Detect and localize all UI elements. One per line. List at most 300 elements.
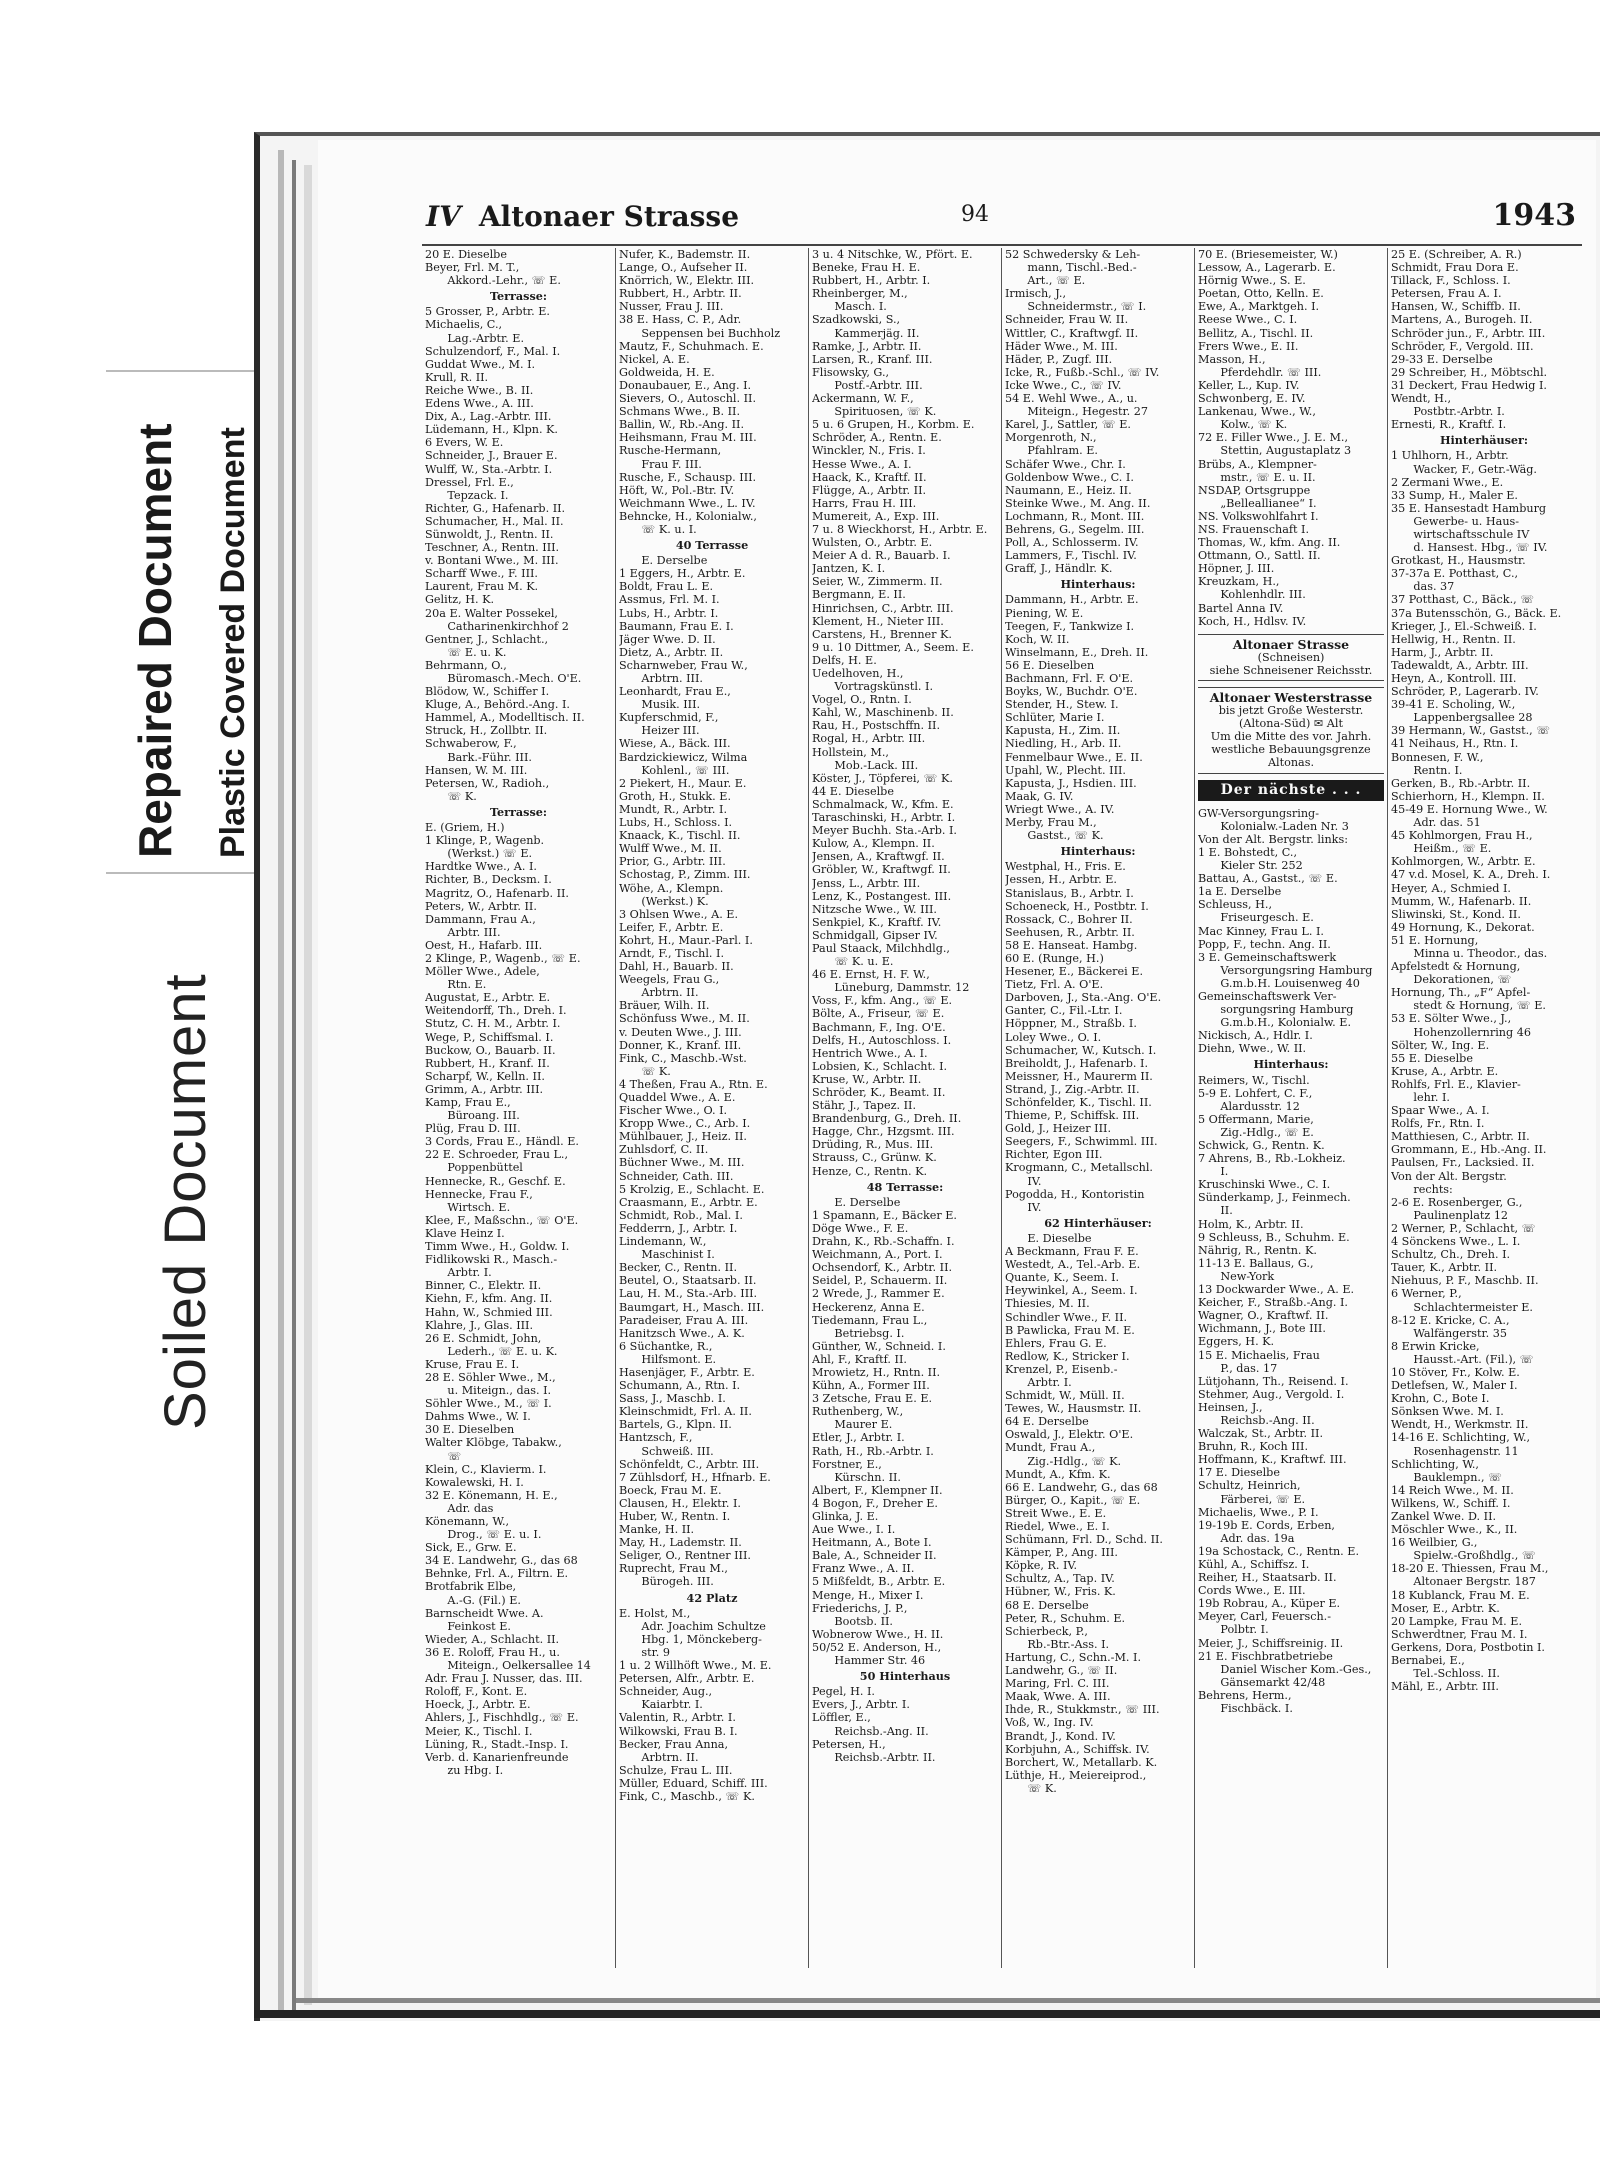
resident-entry: 5 Mißfeldt, B., Arbtr. E. [812,1575,946,1589]
resident-entry: 5 u. 6 Grupen, H., Korbm. E. [812,418,975,432]
resident-entry: Rheinberger, M., [812,287,908,301]
resident-entry: v. Deuten Wwe., J. III. [619,1025,742,1039]
resident-entry: Prior, G., Arbtr. III. [619,855,726,869]
resident-entry: E. Derselbe [812,1195,901,1209]
resident-entry: Guddat Wwe., M. I. [425,357,536,371]
resident-entry: Reichsb.-Ang. II. [1198,1413,1315,1427]
resident-entry: Kohlenl., ☏ III. [619,763,730,777]
resident-entry: mann, Tischl.-Bed.- [1005,261,1137,275]
resident-entry: Darboven, J., Sta.-Ang. O'E. [1005,991,1162,1005]
resident-entry: Thomas, W., kfm. Ang. II. [1198,536,1341,550]
resident-entry: Schönfuss Wwe., M. II. [619,1012,750,1026]
resident-entry: Maak, Wwe. A. III. [1005,1690,1111,1704]
resident-entry: Glinka, J. E. [812,1510,879,1523]
resident-entry: Schümann, Frl. D., Schd. II. [1005,1533,1163,1547]
resident-entry: Müller, Eduard, Schiff. III. [619,1776,768,1790]
resident-entry: Scharpf, W., Kelln. II. [425,1069,545,1083]
resident-entry: Kammerjäg. II. [812,326,920,340]
resident-entry: Winselmann, E., Dreh. II. [1005,645,1149,659]
resident-entry: ☏ [425,1449,462,1463]
resident-entry: Jenss, L., Arbtr. III. [812,876,921,890]
listing-column [615,248,808,1968]
resident-entry: Ottmann, O., Sattl. II. [1198,549,1321,563]
resident-entry: Dahl, H., Bauarb. II. [619,960,734,974]
resident-entry: Leonhardt, Frau E., [619,685,731,699]
resident-entry: Wege, P., Schiffsmal. I. [425,1030,554,1044]
resident-entry: Nusser, Frau J. III. [619,300,724,314]
resident-entry: Schröder, F., Vergold. III. [1391,339,1534,353]
resident-entry: Lochmann, R., Mont. III. [1005,509,1145,523]
resident-entry: 28 E. Söhler Wwe., M., [425,1370,556,1384]
resident-entry: Lindemann, W., [619,1235,707,1249]
resident-entry: Schultz, Ch., Dreh. I. [1391,1248,1511,1262]
resident-entry: (Werkst.) ☏ E. [425,847,533,861]
resident-entry: Lappenbergsallee 28 [1391,711,1533,725]
resident-entry: Dekorationen, ☏ [1391,973,1512,987]
resident-entry: 37a Butensschön, G., Bäck. E. [1391,606,1562,620]
resident-entry: Hardtke Wwe., A. I. [425,860,537,874]
resident-entry: 70 E. (Briesemeister, W.) [1198,248,1338,261]
resident-entry: Hansen, W., Schiffb. II. [1391,300,1521,314]
resident-entry: Mumereit, A., Exp. III. [812,509,940,523]
resident-entry: 21 E. Fischbratbetriebe [1198,1649,1333,1663]
resident-entry: Poppenbüttel [425,1161,523,1175]
resident-entry: Rb.-Btr.-Ass. I. [1005,1637,1110,1651]
resident-entry: Lüning, R., Stadt.-Insp. I. [425,1737,569,1751]
resident-entry: Schlichting, W., [1391,1457,1479,1471]
resident-entry: Schwonberg, E. IV. [1198,392,1306,406]
resident-entry: Lüdemann, H., Klpn. K. [425,423,558,437]
resident-entry: 6 Süchantke, R., [619,1339,713,1353]
resident-entry: Polbtr. I. [1198,1623,1269,1637]
resident-entry: 22 E. Schroeder, Frau L., [425,1148,569,1162]
resident-entry: 29 Schreiber, H., Möbtschl. [1391,365,1548,379]
resident-entry: Miteign., Oelkersallee 14 [425,1659,591,1673]
resident-entry: Söhler Wwe., M., ☏ I. [425,1397,552,1411]
resident-entry: Wendt, H., Werkmstr. II. [1391,1418,1529,1432]
resident-entry: Buckow, O., Bauarb. II. [425,1043,556,1057]
resident-entry: Meyer Buchh. Sta.-Arb. I. [812,824,957,838]
resident-entry: Bauklempn., ☏ [1391,1470,1503,1484]
resident-entry: Büromasch.-Mech. O'E. [425,672,582,685]
resident-entry: Stähr, J., Tapez. II. [812,1099,916,1113]
resident-entry: Szadkowski, S., [812,313,901,327]
resident-entry: 56 E. Dieselben [1005,658,1095,672]
resident-entry: Von der Alt. Bergstr. [1391,1169,1507,1183]
resident-entry: Baumann, Frau E. I. [619,619,734,633]
resident-entry: Kropp Wwe., C., Arb. I. [619,1117,751,1131]
resident-entry: Bachmann, F., Ing. O'E. [812,1020,946,1034]
resident-entry: Sünwoldt, J., Rentn. II. [425,527,554,541]
resident-entry: Arbtr. III. [425,925,501,939]
resident-entry: Michaelis, Wwe., P. I. [1198,1505,1319,1519]
resident-entry: Rossack, C., Bohrer II. [1005,912,1133,926]
resident-entry: 11-13 E. Ballaus, G., [1198,1256,1314,1270]
resident-entry: Gänsemarkt 42/48 [1198,1675,1326,1689]
resident-entry: Becker, Frau Anna, [619,1737,728,1751]
resident-entry: Gerken, B., Rb.-Arbtr. II. [1391,776,1531,790]
resident-entry: Spielw.-Großhdlg., ☏ [1391,1549,1536,1563]
resident-entry: Adr. Frau J. Nusser, das. III. [425,1672,583,1686]
resident-entry: NSDAP, Ortsgruppe [1198,483,1311,497]
resident-entry: Drahn, K., Rb.-Schaffn. I. [812,1235,955,1249]
resident-entry: Hilfsmont. E. [619,1352,717,1366]
resident-entry: Fischbäck. I. [1198,1702,1293,1716]
resident-entry: Thieme, P., Schiffsk. III. [1005,1109,1140,1123]
resident-entry: Weegels, Frau G., [619,973,720,987]
resident-entry: Michaelis, C., [425,318,503,332]
section-subheading: Hinterhaus: [1060,845,1136,859]
resident-entry: Riedel, Wwe., E. I. [1005,1520,1110,1533]
resident-entry: 4 Bogon, F., Dreher E. [812,1496,938,1510]
resident-entry: E. Derselbe [619,554,708,568]
resident-entry: Fenmelbaur Wwe., E. II. [1005,750,1143,764]
resident-entry: Quante, K., Seem. I. [1005,1271,1120,1285]
resident-entry: Bölte, A., Friseur, ☏ E. [812,1007,945,1021]
resident-entry: Wieder, A., Schlacht. II. [425,1632,560,1646]
resident-entry: 2-6 E. Rosenberger, G., [1391,1195,1523,1209]
resident-entry: Büchner Wwe., M. III. [619,1156,745,1170]
resident-entry: Betriebsg. I. [812,1326,905,1340]
resident-entry: ☏ K. u. I. [619,522,697,536]
resident-entry: Taraschinski, H., Arbtr. I. [812,811,956,825]
resident-entry: Dammann, Frau A., [425,912,536,926]
resident-entry: Kruse, Frau E. I. [425,1357,520,1371]
resident-entry: lehr. I. [1391,1091,1450,1104]
resident-entry: Köster, J., Töpferei, ☏ K. [812,771,953,785]
resident-entry: Ewe, A., Marktgeh. I. [1198,300,1320,314]
resident-entry: Heizer III. [619,724,700,738]
resident-entry: Rolfs, Fr., Rtn. I. [1391,1117,1485,1131]
resident-entry: 55 E. Dieselbe [1391,1051,1473,1065]
resident-entry: Strand, J., Zig.-Arbtr. II. [1005,1082,1140,1096]
resident-entry: 2 Piekert, H., Maur. E. [619,776,747,790]
resident-entry: 64 E. Derselbe [1005,1415,1089,1429]
resident-entry: Borchert, W., Metallarb. K. [1005,1755,1158,1769]
resident-entry: Lüneburg, Dammstr. 12 [812,981,970,995]
resident-entry: Wilkowski, Frau B. I. [619,1724,738,1738]
resident-entry: Harm, J., Arbtr. II. [1391,645,1494,659]
resident-entry: Kühl, A., Schiffsz. I. [1198,1558,1310,1571]
page-edge [278,150,284,2010]
resident-entry: Adr. das [425,1501,494,1515]
resident-entry: (Werkst.) K. [619,894,709,908]
resident-entry: Lubs, H., Schloss. I. [619,816,733,830]
resident-entry: Hantzsch, F., [619,1431,693,1445]
section-subheading: 40 Terrasse [675,539,749,553]
resident-entry: Musik. III. [619,698,701,712]
box-line: bis jetzt Große Westerstr. [1218,704,1364,718]
resident-entry: Teegen, F., Tankwize I. [1005,619,1135,633]
section-roman-numeral: IV [426,200,461,233]
resident-entry: Wilkens, W., Schiff. I. [1391,1496,1511,1510]
resident-entry: Behrens, Herm., [1198,1688,1292,1702]
resident-entry: 68 E. Derselbe [1005,1598,1089,1612]
resident-entry: Weichmann Wwe., L. IV. [619,496,756,510]
resident-entry: Maring, Frl. C. III. [1005,1677,1110,1691]
resident-entry: Battau, A., Gastst., ☏ E. [1198,872,1338,886]
resident-entry: Krull, R. II. [425,370,489,384]
resident-entry: Schönfelder, K., Tischl. II. [1005,1096,1152,1109]
resident-entry: Schwick, G., Rentn. K. [1198,1139,1325,1152]
resident-entry: Krogmann, C., Metallschl. [1005,1161,1153,1175]
resident-entry: Streit Wwe., E. E. [1005,1506,1107,1520]
resident-entry: Augustat, E., Arbtr. E. [425,991,551,1005]
resident-entry: Seliger, O., Rentner III. [619,1549,751,1563]
resident-entry: Verb. d. Kanarienfreunde [425,1750,569,1764]
resident-entry: 36 E. Roloff, Frau H., u. [425,1645,560,1659]
resident-entry: Zig.-Hdlg., ☏ K. [1005,1454,1122,1468]
resident-entry: Postbtr.-Arbtr. I. [1391,405,1505,419]
resident-entry: 15 E. Michaelis, Frau [1198,1348,1320,1362]
resident-entry: 2 Klinge, P., Wagenb., ☏ E. [425,951,581,965]
resident-entry: Detlefsen, W., Maler I. [1391,1379,1518,1393]
resident-entry: 1 E. Bohstedt, C., [1198,845,1298,859]
resident-entry: Klein, C., Klavierm. I. [425,1462,547,1476]
resident-entry: Rtn. E. [425,978,487,992]
resident-entry: 19b Robrau, A., Küper E. [1198,1597,1341,1611]
resident-entry: Schröder jun., F., Arbtr. III. [1391,326,1546,340]
resident-entry: Bardzickiewicz, Wilma [619,750,748,764]
resident-entry: Wendt, H., [1391,392,1452,406]
resident-entry: Lange, O., Aufseher II. [619,261,748,275]
resident-entry: 37-37a E. Potthast, C., [1391,567,1519,581]
resident-entry: Strauss, C., Grünw. K. [812,1151,937,1165]
resident-entry: 20 Lampke, Frau M. E. [1391,1614,1523,1628]
resident-entry: Heywinkel, A., Seem. I. [1005,1284,1138,1298]
page-number: 94 [961,202,989,227]
resident-entry: u. Miteign., das. I. [425,1384,552,1398]
resident-entry: Icke Wwe., C., ☏ IV. [1005,378,1122,392]
resident-entry: Richter, B., Decksm. I. [425,873,552,887]
resident-entry: Adr. das. 19a [1198,1531,1295,1545]
resident-entry: Pfahlram. E. [1005,444,1098,458]
resident-entry: Lag.-Arbtr. E. [425,331,525,345]
resident-entry: Paulinenplatz 12 [1391,1208,1509,1222]
resident-entry: Poll, A., Schlosserm. IV. [1005,536,1139,550]
resident-entry: G.m.b.H. Louisenweg 40 [1198,976,1360,990]
resident-entry: Schumann, A., Rtn. I. [619,1379,741,1393]
resident-entry: Binner, C., Elektr. II. [425,1279,542,1293]
section-subheading: Terrasse: [489,805,548,819]
resident-entry: Günther, W., Schneid. I. [812,1339,946,1353]
resident-entry: 53 E. Sölter Wwe., J., [1391,1012,1512,1026]
resident-entry: Knaack, K., Tischl. II. [619,829,741,843]
box-line: Um die Mitte des vor. Jahrh. [1210,730,1372,744]
resident-entry: v. Bontani Wwe., M. III. [425,554,559,568]
resident-entry: Wulff Wwe., M. II. [619,842,722,856]
resident-entry: Upahl, W., Plecht. III. [1005,763,1126,777]
resident-entry: Wobnerow Wwe., H. II. [812,1627,944,1641]
resident-entry: Krieger, J., El.-Schweiß. I. [1391,619,1537,633]
resident-entry: Schröder, P., Lagerarb. IV. [1391,685,1539,699]
resident-entry: Redlow, K., Stricker I. [1005,1349,1130,1363]
resident-entry: Miteign., Hegestr. 27 [1005,405,1148,419]
resident-entry: Zig.-Hdlg., ☏ E. [1198,1125,1314,1139]
resident-entry: Steinke Wwe., M. Ang. II. [1005,496,1151,510]
resident-entry: Rentn. I. [1391,763,1463,777]
resident-entry: Vortragskünstl. I. [812,680,934,694]
resident-entry: Behnke, Frl. A., Filtrn. E. [425,1567,569,1581]
resident-entry: Brandenburg, G., Dreh. II. [812,1112,962,1126]
resident-entry: Naumann, E., Heiz. II. [1005,483,1132,497]
street-reference-box [1198,687,1384,774]
resident-entry: Paulsen, Fr., Lacksied. II. [1391,1156,1535,1170]
resident-entry: Bürogeh. III. [619,1575,714,1589]
resident-entry: Schäfer Wwe., Chr. I. [1005,457,1126,471]
resident-entry: Reichsb.-Arbtr. II. [812,1750,936,1764]
resident-entry: Edens Wwe., A. III. [425,397,534,411]
listing-column [422,248,615,1968]
resident-entry: P., das. 17 [1198,1361,1278,1375]
resident-entry: A Beckmann, Frau F. E. [1005,1245,1139,1259]
resident-entry: Wacker, F., Getr.-Wäg. [1391,462,1537,476]
resident-entry: Frau F. III. [619,457,702,471]
resident-entry: Landwehr, G., ☏ II. [1005,1664,1118,1678]
resident-entry: Art., ☏ E. [1005,274,1086,288]
listing-column [1387,248,1580,1968]
resident-entry: Franz Wwe., A. II. [812,1562,915,1576]
resident-entry: NS. Volkswohlfahrt I. [1198,509,1319,523]
resident-entry: Schierbeck, P., [1005,1624,1088,1638]
resident-entry: Schmidgall, Gipser IV. [812,928,938,942]
resident-entry: Lenz, K., Postangest. III. [812,889,952,903]
resident-entry: Gelitz, H. K. [425,593,494,607]
resident-entry: Loley Wwe., O. I. [1005,1030,1102,1044]
resident-entry: Dix, A., Lag.-Arbtr. III. [425,410,552,424]
resident-entry: 6 Werner, P., [1391,1287,1462,1301]
resident-entry: Ackermann, W. F., [812,392,914,406]
resident-entry: Höft, W., Pol.-Btr. IV. [619,483,735,497]
resident-entry: Brandt, J., Kond. IV. [1005,1729,1116,1743]
resident-entry: Koch, W. II. [1005,632,1070,646]
resident-entry: Döge Wwe., F. E. [812,1221,909,1235]
resident-entry: Kohlmorgen, W., Arbtr. E. [1391,855,1536,869]
resident-entry: Löffler, E., [812,1711,871,1725]
resident-entry: Struck, H., Zollbtr. II. [425,724,548,738]
resident-entry: Delfs, H. E. [812,653,877,667]
resident-entry: Flisowsky, G., [812,365,890,379]
resident-entry: Seppensen bei Buchholz [619,326,781,340]
resident-entry: Walczak, St., Arbtr. II. [1198,1427,1324,1441]
resident-entry: 51 E. Hornung, [1391,933,1479,947]
resident-entry: Hahn, W., Schmied III. [425,1305,553,1319]
resident-entry: Walter Klöbge, Tabakw., [425,1436,562,1450]
resident-entry: Adr. Joachim Schultze [619,1619,766,1633]
resident-entry: Tiedemann, Frau L., [812,1313,928,1327]
resident-entry: Morgenroth, N., [1005,431,1097,445]
resident-entry: Kulow, A., Klempn. II. [812,837,935,851]
box-line: westliche Bebauungsgrenze [1211,743,1371,757]
resident-entry: Stutz, C. H. M., Arbtr. I. [425,1017,561,1031]
box-line: (Altona-Süd) ✉ Alt [1239,717,1343,731]
resident-entry: Wulsten, O., Arbtr. E. [812,536,933,550]
resident-entry: Schönfeldt, C., Arbtr. III. [619,1457,760,1471]
resident-entry: Klave Heinz I. [425,1226,505,1240]
resident-entry: Gentner, J., Schlacht., [425,632,549,646]
resident-entry: Feinkost E. [425,1619,511,1633]
resident-entry: Menge, H., Mixer I. [812,1588,924,1602]
resident-entry: Brotfabrik Elbe, [425,1580,517,1594]
resident-entry: Rath, H., Rb.-Arbtr. I. [812,1444,934,1458]
resident-entry: Kiehn, F., kfm. Ang. II. [425,1292,553,1306]
resident-entry: Wagner, O., Kraftwf. II. [1198,1309,1329,1323]
resident-entry: ☏ K. u. E. [812,955,894,969]
resident-entry: mstr., ☏ E. u. II. [1198,470,1316,484]
resident-entry: Niedling, H., Arb. II. [1005,737,1122,751]
resident-entry: Rubbert, H., Arbtr. II. [619,287,742,301]
resident-entry: Leifer, F., Arbtr. E. [619,920,724,934]
resident-entry: Peters, W., Arbtr. II. [425,899,537,913]
resident-entry: Ruprecht, Frau M., [619,1562,728,1576]
resident-entry: Krohn, C., Bote I. [1391,1392,1490,1406]
resident-entry: Kohrt, H., Maur.-Parl. I. [619,933,753,947]
resident-entry: Seidel, P., Schauerm. II. [812,1274,948,1288]
resident-entry: Jantzen, K. I. [812,562,886,576]
resident-entry: Meier A d. R., Bauarb. I. [812,549,951,563]
resident-entry: Flügge, A., Arbtr. II. [812,483,927,497]
resident-entry: Aue Wwe., I. I. [812,1523,896,1537]
resident-entry: Tillack, F., Schloss. I. [1391,274,1511,288]
resident-entry: Ahl, F., Kraftf. II. [812,1352,907,1366]
resident-entry: Huber, W., Rentn. I. [619,1510,731,1523]
resident-entry: Jensen, A., Kraftwgf. II. [812,850,945,864]
resident-entry: Hellwig, H., Rentn. II. [1391,632,1516,646]
resident-entry: Dietz, A., Arbtr. II. [619,645,724,659]
resident-entry: Arbtr. I. [1005,1375,1072,1389]
resident-entry: Kohlenhdlr. III. [1198,588,1306,602]
resident-entry: Rusche, F., Schausp. III. [619,470,757,484]
resident-entry: Lau, H. M., Sta.-Arb. III. [619,1287,758,1301]
resident-entry: 10 Stöver, Fr., Kolw. E. [1391,1365,1520,1379]
resident-entry: Schweiß. III. [619,1444,714,1458]
resident-entry: Ramke, J., Arbtr. II. [812,339,922,353]
resident-entry: Wriegt Wwe., A. IV. [1005,802,1115,816]
resident-entry: IV. [1005,1200,1042,1214]
resident-entry: 32 E. Könemann, H. E., [425,1488,558,1502]
resident-entry: 7 Zühlsdorf, H., Hfnarb. E. [619,1470,771,1484]
resident-entry: Hennecke, R., Geschf. E. [425,1174,566,1188]
resident-entry: Petersen, Frau A. I. [1391,287,1502,301]
resident-entry: 30 E. Dieselben [425,1423,515,1437]
resident-entry: Keicher, F., Straßb.-Ang. I. [1198,1296,1348,1310]
resident-entry: Karel, J., Sattler, ☏ E. [1005,418,1131,432]
resident-entry: Hausst.-Art. (Fil.), ☏ [1391,1352,1534,1366]
resident-entry: Stehmer, Aug., Vergold. I. [1198,1387,1345,1401]
resident-entry: Schulze, Frau L. III. [619,1763,733,1777]
resident-entry: Sünderkamp, J., Feinmech. [1198,1191,1351,1205]
resident-entry: 26 E. Schmidt, John, [425,1331,542,1345]
resident-entry: Schröder, K., Beamt. II. [812,1086,946,1099]
resident-entry: 1 Klinge, P., Wagenb. [425,834,545,848]
listing-columns [422,248,1586,1968]
resident-entry: 29-33 E. Derselbe [1391,352,1493,366]
resident-entry: Baumgart, H., Masch. III. [619,1300,765,1314]
resident-entry: Behrens, G., Segelm. III. [1005,522,1145,536]
resident-entry: 5-9 E. Lohfert, C. F., [1198,1086,1313,1100]
resident-entry: Meier, J., Schiffsreinig. II. [1198,1636,1344,1650]
resident-entry: Bergmann, E. II. [812,588,906,602]
box-line: (Schneisen) [1257,650,1325,664]
resident-entry: Bruhn, R., Koch III. [1198,1440,1309,1454]
resident-entry: Schröder, A., Rentn. E. [812,431,942,445]
resident-entry: Sievers, O., Autoschl. II. [619,392,757,406]
resident-entry: 1a E. Derselbe [1198,885,1282,899]
resident-entry: Boyks, W., Buchdr. O'E. [1005,685,1138,699]
resident-entry: Schostag, P., Zimm. III. [619,868,751,882]
box-title: Altonaer Strasse [1232,636,1350,652]
resident-entry: ☏ K. [425,789,477,803]
